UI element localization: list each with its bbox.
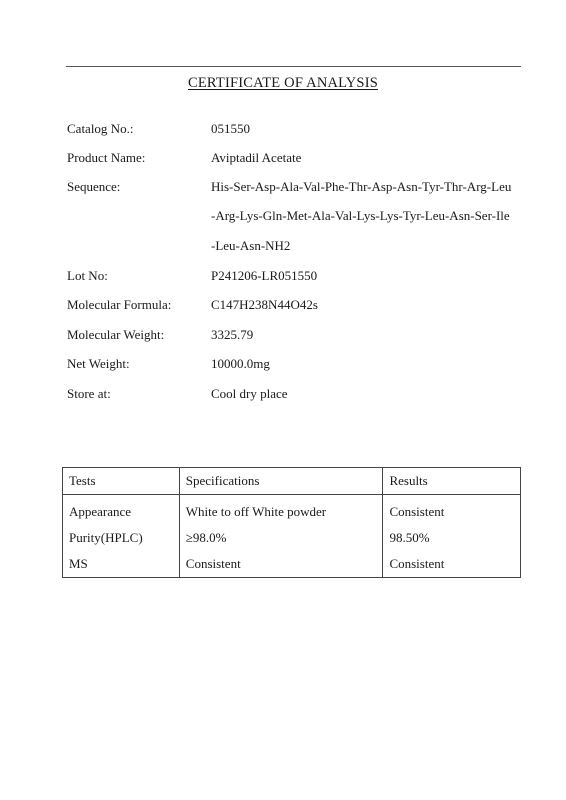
header-specifications: Specifications — [179, 468, 383, 495]
field-row-sequence — [0, 177, 566, 197]
store-at-value: Cool dry place — [211, 386, 288, 401]
test-result: 98.50% — [383, 525, 521, 551]
molecular-weight-label: Molecular Weight: — [67, 327, 165, 342]
molecular-formula-value: C147H238N44O42s — [211, 297, 318, 312]
table-row — [63, 551, 521, 578]
table-header-row — [63, 468, 521, 495]
test-name: Purity(HPLC) — [63, 525, 180, 551]
test-specification: White to off White powder — [179, 495, 383, 526]
results-table — [62, 467, 521, 578]
field-row-net-weight — [0, 354, 566, 374]
document-title: CERTIFICATE OF ANALYSIS — [188, 75, 378, 91]
catalog-label: Catalog No.: — [67, 121, 134, 136]
field-row-catalog — [0, 119, 566, 139]
field-row-molecular-weight — [0, 325, 566, 345]
sequence-value-line-1: His-Ser-Asp-Ala-Val-Phe-Thr-Asp-Asn-Tyr-Thr-Arg-Leu — [211, 179, 512, 194]
field-row-product-name — [0, 148, 566, 168]
molecular-formula-label: Molecular Formula: — [67, 297, 172, 312]
lot-label: Lot No: — [67, 268, 108, 283]
test-result: Consistent — [383, 551, 521, 578]
test-specification: Consistent — [179, 551, 383, 578]
header-results: Results — [383, 468, 521, 495]
test-specification: ≥98.0% — [179, 525, 383, 551]
sequence-value-line-3: -Leu-Asn-NH2 — [211, 238, 291, 253]
product-name-label: Product Name: — [67, 150, 146, 165]
field-row-store-at — [0, 384, 566, 404]
test-name: Appearance — [63, 495, 180, 526]
net-weight-value: 10000.0mg — [211, 356, 270, 371]
net-weight-label: Net Weight: — [67, 356, 130, 371]
product-name-value: Aviptadil Acetate — [211, 150, 302, 165]
table-row — [63, 495, 521, 526]
table-row — [63, 525, 521, 551]
test-name: MS — [63, 551, 180, 578]
sequence-label: Sequence: — [67, 179, 121, 194]
lot-value: P241206-LR051550 — [211, 268, 318, 283]
molecular-weight-value: 3325.79 — [211, 327, 254, 342]
top-divider — [66, 66, 521, 67]
field-row-molecular-formula — [0, 295, 566, 315]
catalog-value: 051550 — [211, 121, 250, 136]
test-result: Consistent — [383, 495, 521, 526]
header-tests: Tests — [63, 468, 180, 495]
sequence-value-line-2: -Arg-Lys-Gln-Met-Ala-Val-Lys-Lys-Tyr-Leu-Asn-Ser-Ile — [211, 208, 510, 223]
field-row-lot — [0, 266, 566, 286]
store-at-label: Store at: — [67, 386, 111, 401]
